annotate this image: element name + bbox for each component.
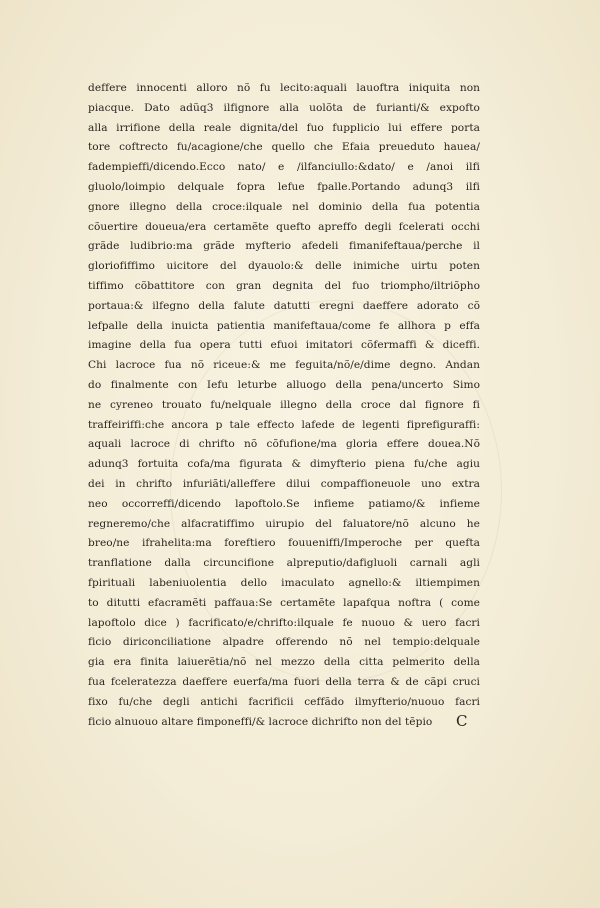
text-line: ne cyreneo trouato fu/nelquale illegno della croce dal fignore fi [88,398,480,411]
text-line: gnore illegno della croce:ilquale nel dominio della fua potentia [88,200,480,213]
text-line: breo/ne ifrahelita:ma foreftiero fouueniffi/Imperoche per quefta [88,537,480,550]
text-line: do finalmente con Iefu leturbe alluogo della pena/uncerto Simo [88,378,480,391]
text-line: fadempieffi/dicendo.Ecco nato/ e /ilfanciullo:&dato/ e /anoi ilfi [88,161,480,174]
text-line: tiffimo cõbattitore con gran degnita del fuo triompho/iltriõpho [88,279,480,292]
text-line: portaua:& ilfegno della falute datutti eregni daeffere adorato cõ [88,299,480,312]
text-line: lapoftolo dice ) facrificato/e/chrifto:ilquale fe nuouo & uero facri [88,616,480,629]
text-line: gloriofiffimo uicitore del dyauolo:& delle inimiche uirtu poten [88,260,480,273]
text-line: Chi lacroce fua nõ riceue:& me feguita/nõ/e/dime degno. Andan [88,359,480,372]
text-line: regneremo/che alfacratiffimo uirupio del faluatore/nõ alcuno he [88,517,480,530]
text-line: alla irrifione della reale dignita/del fuo fupplicio lui effere porta [88,121,480,134]
text-line: gia era finita laiuerẽtia/nõ nel mezzo della citta pelmerito della [88,656,480,669]
text-line: fpirituali labeniuolentia dello imaculato agnello:& iltiempimen [88,576,480,589]
text-line: adunq3 fortuita cofa/ma figurata & dimyfterio piena fu/che agiu [88,458,480,471]
text-line: grãde ludibrio:ma grãde myfterio afedeli fimanifeftaua/perche il [88,240,480,253]
text-line: ficio diriconciliatione alpadre offerendo nõ nel tempio:delquale [88,636,480,649]
text-line: lefpalle della inuicta patientia manifeftaua/come fe allhora p effa [88,319,480,332]
text-line: cõuertire doueua/era certamẽte quefto apreffo degli fcelerati occhi [88,220,480,233]
text-line: aquali lacroce di chrifto nõ cõfufione/ma gloria effere douea.Nõ [88,438,480,451]
text-line: tore coftrecto fu/acagione/che quello che Efaia preueduto hauea/ [88,141,480,154]
text-line: gluolo/loimpio delquale fopra lefue fpalle.Portando adunq3 ilfi [88,180,480,193]
text-line: imagine della fua opera tutti efuoi imitatori cõfermaffi & diceffi. [88,339,480,352]
text-line: to ditutti efacramẽti paffaua:Se certamẽte lapafqua noftra ( come [88,596,480,609]
text-line: traffeiriffi:che ancora p tale effecto lafede de legenti fiprefiguraffi: [88,418,480,431]
text-line: neo occorreffi/dicendo lapoftolo.Se infieme patiamo/& infieme [88,497,480,510]
text-line: tranflatione dalla circuncifione alpreputio/dafigluoli carnali agli [88,557,480,570]
text-line: fua fceleratezza daeffere euerfa/ma fuori della terra & de cãpi cruci [88,675,480,688]
text-line: fixo fu/che degli antichi facrificii ceffãdo ilmyfterio/nuouo facri [88,695,480,708]
text-line: deffere innocenti alloro nõ fu lecito:aquali lauoftra iniquita non [88,82,480,94]
signature-mark: C [456,712,468,730]
text-line: ficio alnuouo altare fimponeffi/& lacroce dichrifto non del tẽpio [88,715,433,728]
text-line: piacque. Dato adũq3 ilfignore alla uolõta de furianti/& expofto [88,101,480,114]
body-text [88,79,480,732]
text-line: dei in chrifto infuriãti/alleffere dilui compaffioneuole uno extra [88,477,480,490]
